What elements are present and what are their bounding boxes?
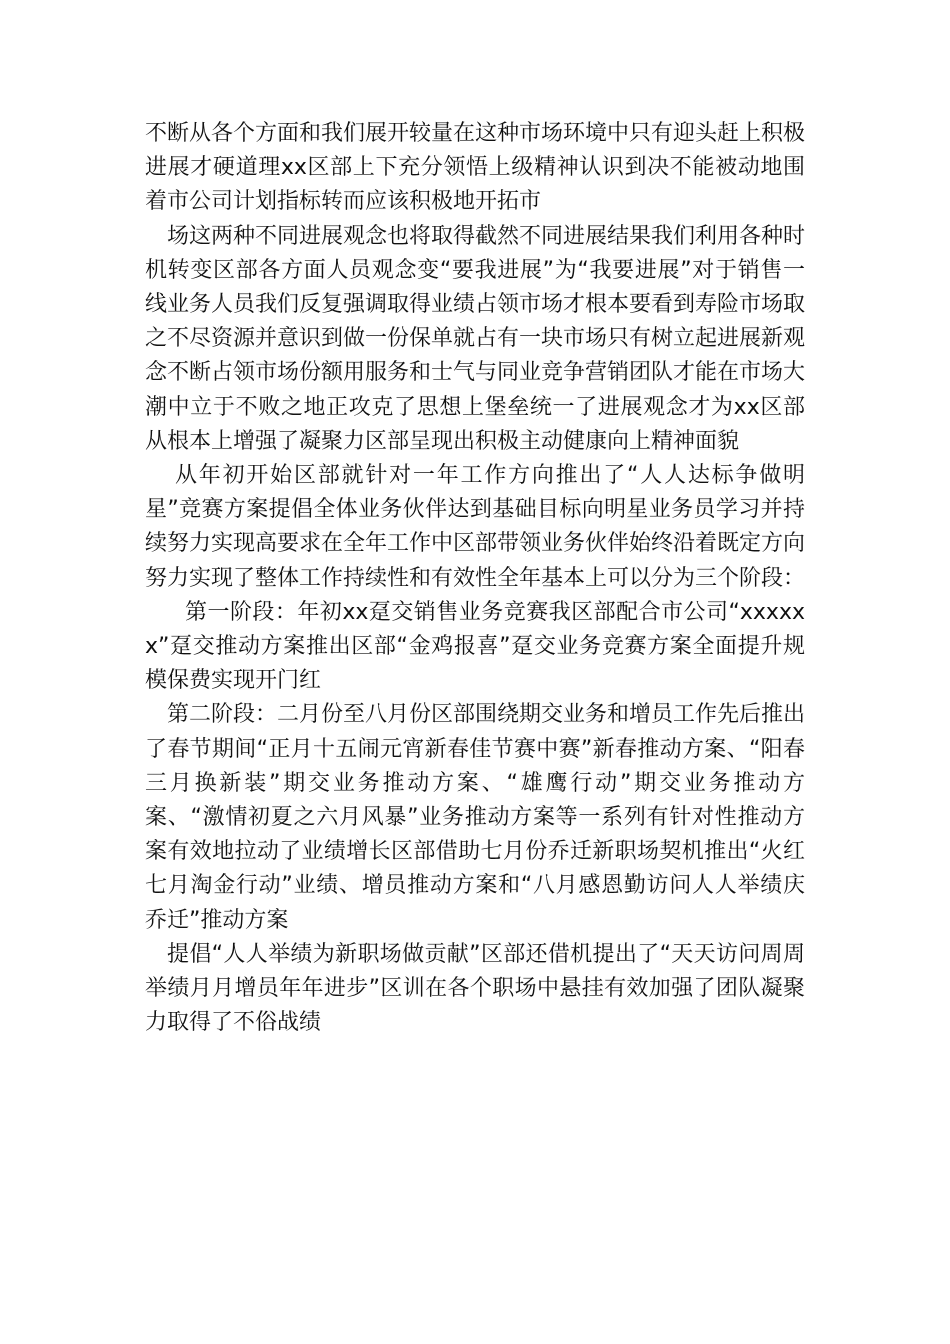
paragraph-1: 不断从各个方面和我们展开较量在这种市场环境中只有迎头赶上积极进展才硬道理xx区部上下充分领悟上级精神认识到决不能被动地围着市公司计划指标转而应该积极地开拓市 — [145, 121, 806, 215]
paragraph-3: 从年初开始区部就针对一年工作方向推出了“人人达标争做明星”竞赛方案提倡全体业务伙伴达到基础目标向明星业务员学习并持续努力实现高要求在全年工作中区部带领业务伙伴始终沿着既定方向努力实现了整体工作持续性和有效性全年基本上可以分为三个阶段： — [145, 463, 806, 591]
paragraph-4: 第一阶段：年初xx趸交销售业务竞赛我区部配合市公司“xxxxxx”趸交推动方案推出区部“金鸡报喜”趸交业务竞赛方案全面提升规模保费实现开门红 — [145, 599, 805, 694]
paragraph-6: 提倡“人人举绩为新职场做贡献”区部还借机提出了“天天访问周周举绩月月增员年年进步”区训在各个职场中悬挂有效加强了团队凝聚力取得了不俗战绩 — [145, 941, 805, 1036]
paragraph-5: 第二阶段：二月份至八月份区部围绕期交业务和增员工作先后推出了春节期间“正月十五闹元宵新春佳节赛中赛”新春推动方案、“阳春三月换新装”期交业务推动方案、“雄鹰行动”期交业务推动方案、“激情初夏之六月风暴”业务推动方案等一系列有针对性推动方案有效地拉动了业绩增长区部借助七月份乔迁新职场契机推出“火红七月淘金行动”业绩、增员推动方案和“八月感恩勤访问人人举绩庆乔迁”推动方案 — [145, 702, 806, 933]
paragraph-2: 场这两种不同进展观念也将取得截然不同进展结果我们利用各种时机转变区部各方面人员观念变“要我进展”为“我要进展”对于销售一线业务人员我们反复强调取得业绩占领市场才根本要看到寿险市场取之不尽资源并意识到做一份保单就占有一块市场只有树立起进展新观念不断占领市场份额用服务和士气与同业竞争营销团队才能在市场大潮中立于不败之地正攻克了思想上堡垒统一了进展观念才为xx区部从根本上增强了凝聚力区部呈现出积极主动健康向上精神面貌 — [145, 223, 806, 454]
document-body — [145, 117, 805, 1040]
